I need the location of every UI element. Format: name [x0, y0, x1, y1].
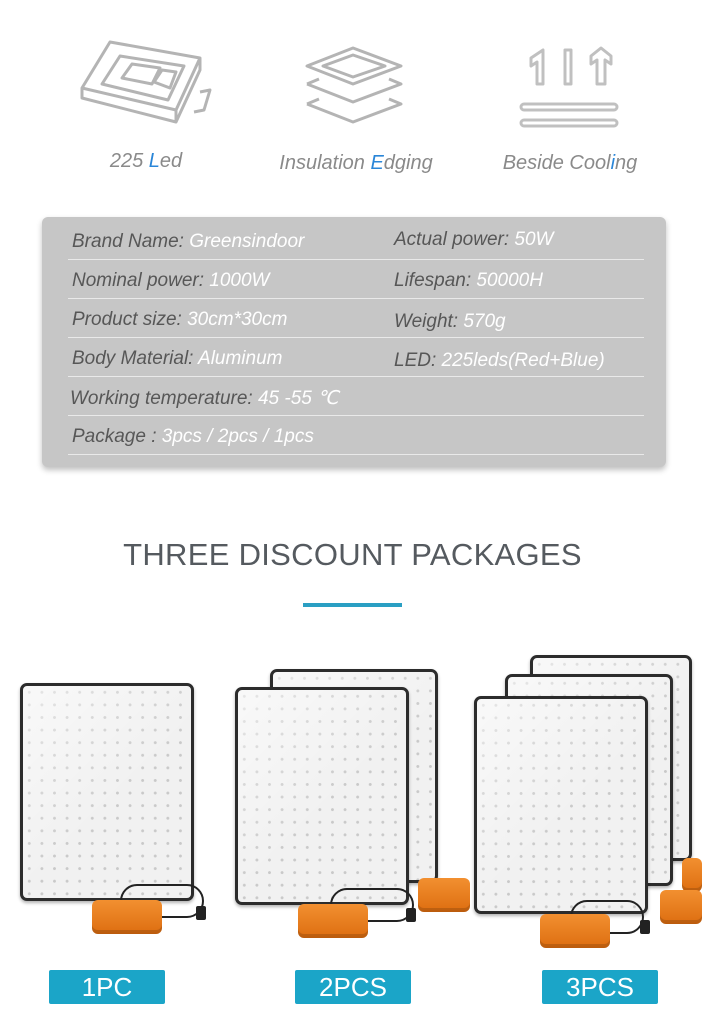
- spec-cell: [72, 348, 283, 370]
- spec-value: 45 -55 ℃: [257, 388, 339, 409]
- spec-key: Weight:: [394, 311, 464, 332]
- spec-cell: [394, 270, 543, 292]
- spec-cell: [72, 426, 314, 448]
- spec-cell: [72, 270, 269, 292]
- led-driver: [298, 904, 368, 938]
- spec-key: Working temperature:: [70, 388, 258, 409]
- title-underline: [303, 603, 402, 607]
- section-title: THREE DISCOUNT PACKAGES: [123, 537, 582, 572]
- spec-value: 30cm*30cm: [187, 309, 288, 330]
- feature-label-post: ed: [159, 150, 183, 172]
- spec-row: [68, 338, 644, 377]
- feature-led: [72, 0, 220, 173]
- spec-cell: [72, 309, 287, 331]
- spec-row: [68, 299, 644, 338]
- grow-light-panel: [474, 696, 648, 914]
- spec-key: Brand Name:: [72, 231, 190, 252]
- feature-label-highlight: i: [610, 152, 616, 174]
- spec-value: 570g: [463, 311, 506, 332]
- led-driver: [682, 858, 702, 892]
- package-button-3pcs[interactable]: 3PCS: [542, 970, 658, 1004]
- grow-light-panel: [235, 687, 409, 905]
- spec-key: Actual power:: [394, 229, 515, 250]
- spec-cell: [394, 350, 605, 372]
- spec-cell: [72, 231, 304, 253]
- feature-label-pre: Beside Cool: [502, 152, 611, 174]
- led-board-icon: [72, 0, 220, 146]
- spec-value: 3pcs / 2pcs / 1pcs: [161, 426, 314, 447]
- spec-cell: [394, 229, 553, 251]
- led-driver: [660, 890, 702, 924]
- spec-key: Body Material:: [72, 348, 199, 369]
- spec-key: LED:: [394, 350, 442, 371]
- feature-label-pre: 225: [109, 150, 149, 172]
- power-plug: [640, 920, 650, 934]
- spec-cell: [394, 311, 506, 333]
- feature-label-post: dging: [383, 152, 433, 174]
- led-driver: [418, 878, 470, 912]
- feature-label-post: ng: [615, 152, 638, 174]
- package-button-1pc[interactable]: 1PC: [49, 970, 165, 1004]
- spec-value: 1000W: [209, 270, 270, 291]
- spec-row: [68, 377, 644, 416]
- spec-row: [68, 260, 644, 299]
- feature-label-highlight: E: [370, 152, 384, 174]
- spec-value: Aluminum: [198, 348, 283, 369]
- spec-value: Greensindoor: [189, 231, 305, 252]
- layers-icon: [291, 0, 421, 146]
- power-plug: [196, 906, 206, 920]
- spec-key: Product size:: [72, 309, 188, 330]
- package-button-2pcs[interactable]: 2PCS: [295, 970, 411, 1004]
- feature-label-highlight: L: [148, 150, 160, 172]
- spec-key: Nominal power:: [72, 270, 210, 291]
- cooling-arrows-icon: [515, 0, 625, 146]
- spec-value: 50W: [514, 229, 554, 250]
- power-plug: [406, 908, 416, 922]
- grow-light-panel: [20, 683, 194, 901]
- spec-cell: [70, 387, 338, 410]
- spec-row: [68, 416, 644, 455]
- spec-key: Lifespan:: [394, 270, 477, 291]
- spec-value: 50000H: [476, 270, 543, 291]
- spec-key: Package :: [72, 426, 162, 447]
- led-driver: [92, 900, 162, 934]
- spec-value: 225leds(Red+Blue): [441, 350, 605, 371]
- spec-table: [42, 217, 666, 467]
- feature-cooling: [490, 0, 650, 175]
- spec-row: [68, 221, 644, 260]
- feature-insulation: [266, 0, 446, 175]
- led-driver: [540, 914, 610, 948]
- feature-label-pre: Insulation: [279, 152, 371, 174]
